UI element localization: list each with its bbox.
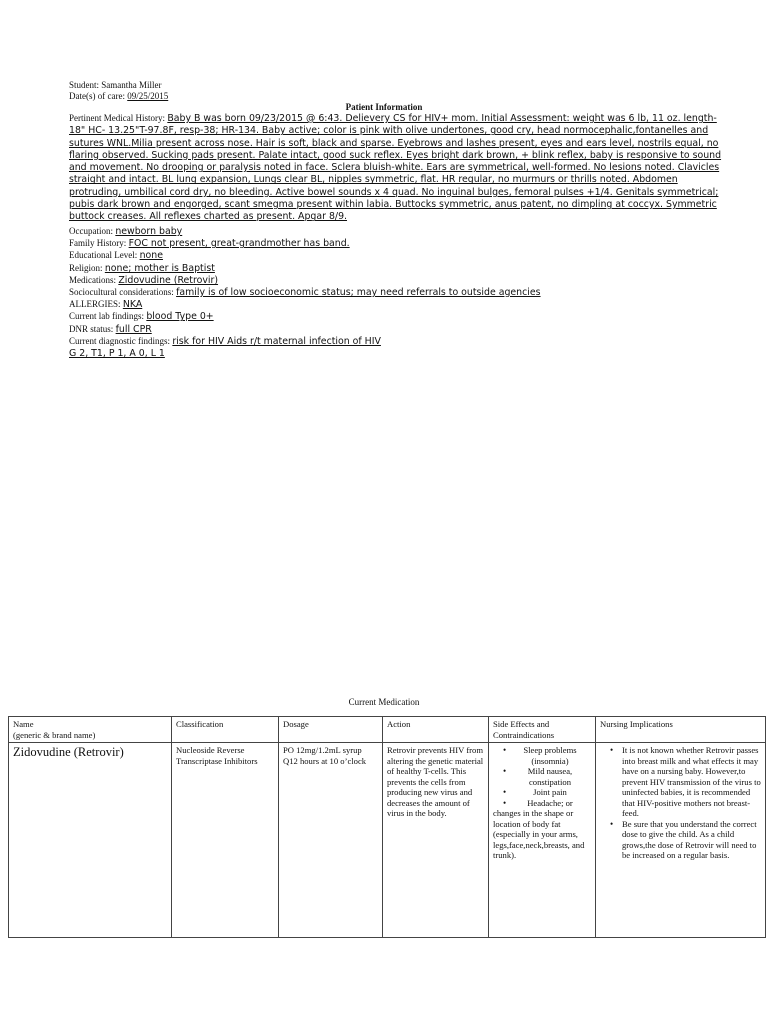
field-sociocultural: Sociocultural considerations: family is of low socioeconomic status; may need referrals to outside agencies: [69, 287, 541, 299]
field-medications: Medications: Zidovudine (Retrovir): [69, 274, 219, 286]
field-family-history: Family History: FOC not present, great-grandmother has band.: [69, 238, 350, 250]
drug-name: Zidovudine (Retrovir): [9, 743, 172, 938]
drug-classification: Nucleoside Reverse Transcriptase Inhibitors: [172, 743, 279, 938]
field-occupation: Occupation: newborn baby: [69, 226, 183, 237]
history-label: Pertinent Medical History:: [69, 113, 165, 123]
medical-history: [69, 113, 729, 224]
list-item: • Joint pain: [505, 787, 591, 798]
student-label: Student:: [69, 80, 100, 90]
student-header: [69, 80, 729, 102]
date-label: Date(s) of care:: [69, 91, 125, 101]
field-religion: Religion: none; mother is Baptist: [69, 262, 215, 274]
drug-nursing: [596, 743, 766, 938]
student-row: [69, 80, 729, 91]
header-action: Action: [383, 717, 489, 743]
header-side-effects: Side Effects and Contraindications: [489, 717, 596, 743]
header-classification: Classification: [172, 717, 279, 743]
list-item: • Headache; or: [505, 798, 591, 809]
drug-action: Retrovir prevents HIV from altering the genetic material of healthy T-cells. This prevents the cells from producing new virus and decreases the amount of virus in the body.: [383, 743, 489, 938]
medication-table: [8, 716, 766, 938]
date-value: 09/25/2015: [127, 91, 169, 101]
header-name: Name (generic & brand name): [9, 717, 172, 743]
field-dnr-status: DNR status: full CPR: [69, 323, 152, 335]
drug-side-effects: [489, 743, 596, 938]
section-title: Patient Information: [345, 102, 423, 112]
student-name: Samantha Miller: [101, 80, 162, 90]
table-row: [9, 743, 766, 938]
header-nursing: Nursing Implications: [596, 717, 766, 743]
table-header-row: [9, 717, 766, 743]
drug-dosage: PO 12mg/1.2mL syrup Q12 hours at 10 o’clock: [279, 743, 383, 938]
history-value: Baby B was born 09/23/2015 @ 6:43. Delievery CS for HIV+ mom. Initial Assessment: weight was 6 lb, 11 oz. length- 18" HC- 13.25"T-97.8F, resp-38; HR-134. Baby active; color is pink with olive undertones, good cry, head normocephalic,fontanelles and sutures WNL.Milia present across nose. Hair is soft, black and sparse. Eyebrows and lashes present, eyes and ears level, nostrils equal, no flaring observed. Sucking pads present. Palate intact, good suck reflex. Eyes bright dark brown, + blink reflex, baby is responsive to sound and movement. No drooping or paralysis noted in face. Sclera bluish-white. Ears are symmetrical, well-formed. No lesions noted. Clavicles straight and intact. BL lung expansion, Lungs clear BL, nipples symmetric, flat. HR regular, no murmurs or thrills noted. Abdomen protruding, umbilical cord dry, no bleeding. Active bowel sounds x 4 quad. No inguinal bulges, femoral pulses +1/4. Genitals symmetrical; pubis dark brown and engorged, scant smegma present within labia. Buttocks symmetric, anus patent, no dimpling at coccyx. Symmetric buttock creases. All reflexes charted as present. Apgar 8/9.: [69, 113, 722, 223]
gtpal: G 2, T1, P 1, A 0, L 1: [69, 348, 165, 360]
field-diagnostic-findings: Current diagnostic findings: risk for HIV Aids r/t maternal infection of HIV: [69, 335, 381, 347]
date-row: [69, 91, 729, 102]
field-allergies: ALLERGIES: NKA: [69, 299, 143, 311]
list-item: • Be sure that you understand the correct dose to give the child. As a child grows,the dose of Retrovir will need to be increased on a regular basis.: [612, 819, 761, 861]
nursing-list: [600, 745, 761, 861]
side-effects-list: [493, 745, 591, 808]
list-item: • Mild nausea, constipation: [505, 766, 591, 787]
header-dosage: Dosage: [279, 717, 383, 743]
side-effects-continued: changes in the shape or location of body fat (especially in your arms, legs,face,neck,breasts, and trunk).: [493, 808, 585, 860]
list-item: • Sleep problems (insomnia): [505, 745, 591, 766]
list-item: • It is not known whether Retrovir passes into breast milk and what effects it may have on a nursing baby. However,to prevent HIV transmission of the virus to uninfected babies, it is recommended that HIV-positive mothers not breast-feed.: [612, 745, 761, 819]
field-educational-level: Educational Level: none: [69, 250, 163, 262]
field-lab-findings: Current lab findings: blood Type 0+: [69, 311, 214, 323]
medication-title: Current Medication: [348, 697, 420, 707]
patient-fields: [69, 226, 729, 360]
